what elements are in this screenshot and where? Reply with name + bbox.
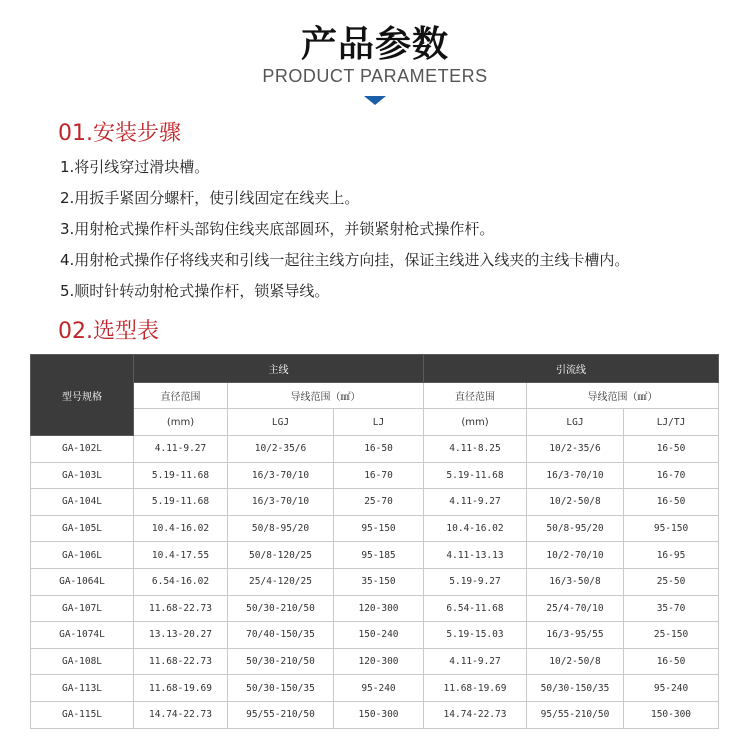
- install-step: 4.用射枪式操作仔将线夹和引线一起往主线方向挂，保证主线进入线夹的主线卡槽内。: [60, 251, 630, 269]
- main-lgj-cell: 70/40-150/35: [228, 622, 334, 649]
- lead-lgj-cell: 16/3-70/10: [527, 462, 624, 489]
- table-row: [31, 489, 719, 516]
- lead-lgj-cell: 16/3-95/55: [527, 622, 624, 649]
- table-row: [31, 436, 719, 463]
- down-arrow-icon: [364, 96, 386, 105]
- install-step: 1.将引线穿过滑块槽。: [60, 158, 210, 176]
- install-step: 3.用射枪式操作杆头部钩住线夹底部圆环，并锁紧射枪式操作杆。: [60, 220, 495, 238]
- lead-ljtj-cell: 95-240: [624, 675, 719, 702]
- lead-diameter-cell: 4.11-13.13: [424, 542, 527, 569]
- main-unit-header: (mm): [134, 409, 228, 436]
- lead-lgj-cell: 95/55-210/50: [527, 701, 624, 728]
- model-cell: GA-103L: [31, 462, 134, 489]
- lead-ljtj-cell: 150-300: [624, 701, 719, 728]
- main-diameter-cell: 11.68-19.69: [134, 675, 228, 702]
- install-step: 5.顺时针转动射枪式操作杆，锁紧导线。: [60, 282, 330, 300]
- lead-unit-header: (mm): [424, 409, 527, 436]
- lead-lgj-cell: 16/3-50/8: [527, 568, 624, 595]
- main-diameter-cell: 13.13-20.27: [134, 622, 228, 649]
- lead-lgj-cell: 50/8-95/20: [527, 515, 624, 542]
- lead-diameter-cell: 14.74-22.73: [424, 701, 527, 728]
- install-heading: 01.安装步骤: [58, 121, 181, 146]
- lead-lgj-cell: 50/30-150/35: [527, 675, 624, 702]
- main-lj-cell: 120-300: [334, 648, 424, 675]
- page-title: 产品参数: [300, 24, 449, 65]
- selection-heading: 02.选型表: [58, 319, 159, 344]
- table-row: [31, 648, 719, 675]
- model-cell: GA-105L: [31, 515, 134, 542]
- lead-diameter-cell: 4.11-9.27: [424, 489, 527, 516]
- lead-lgj-cell: 10/2-50/8: [527, 489, 624, 516]
- main-lgj-cell: 16/3-70/10: [228, 489, 334, 516]
- main-lj-cell: 95-150: [334, 515, 424, 542]
- lead-ljtj-cell: 16-70: [624, 462, 719, 489]
- lead-lgj-header: LGJ: [527, 409, 624, 436]
- model-cell: GA-108L: [31, 648, 134, 675]
- lead-line-header: 引流线: [424, 355, 719, 383]
- main-lj-cell: 16-50: [334, 436, 424, 463]
- main-lj-cell: 120-300: [334, 595, 424, 622]
- lead-ljtj-cell: 16-95: [624, 542, 719, 569]
- main-diameter-cell: 14.74-22.73: [134, 701, 228, 728]
- model-header: 型号规格: [31, 355, 134, 436]
- main-lgj-cell: 16/3-70/10: [228, 462, 334, 489]
- lead-ljtj-cell: 25-50: [624, 568, 719, 595]
- model-cell: GA-115L: [31, 701, 134, 728]
- lead-diameter-cell: 4.11-9.27: [424, 648, 527, 675]
- lead-lgj-cell: 10/2-50/8: [527, 648, 624, 675]
- lead-diameter-cell: 11.68-19.69: [424, 675, 527, 702]
- main-line-header: 主线: [134, 355, 424, 383]
- table-row: [31, 542, 719, 569]
- main-diameter-cell: 6.54-16.02: [134, 568, 228, 595]
- main-diameter-cell: 10.4-17.55: [134, 542, 228, 569]
- main-diameter-cell: 11.68-22.73: [134, 595, 228, 622]
- lead-diameter-cell: 5.19-9.27: [424, 568, 527, 595]
- main-lgj-cell: 50/8-120/25: [228, 542, 334, 569]
- selection-table: [30, 354, 719, 729]
- lead-ljtj-cell: 16-50: [624, 648, 719, 675]
- main-lgj-header: LGJ: [228, 409, 334, 436]
- main-lj-cell: 95-185: [334, 542, 424, 569]
- table-row: [31, 462, 719, 489]
- model-cell: GA-104L: [31, 489, 134, 516]
- table-row: [31, 675, 719, 702]
- main-diameter-cell: 4.11-9.27: [134, 436, 228, 463]
- table-row: [31, 622, 719, 649]
- lead-ljtj-cell: 95-150: [624, 515, 719, 542]
- main-conductor-header: 导线范围（㎟）: [228, 383, 424, 409]
- lead-ljtj-cell: 16-50: [624, 436, 719, 463]
- model-cell: GA-113L: [31, 675, 134, 702]
- main-lgj-cell: 10/2-35/6: [228, 436, 334, 463]
- main-lgj-cell: 50/30-210/50: [228, 595, 334, 622]
- main-lj-cell: 95-240: [334, 675, 424, 702]
- model-cell: GA-1074L: [31, 622, 134, 649]
- table-row: [31, 701, 719, 728]
- model-cell: GA-102L: [31, 436, 134, 463]
- main-diameter-cell: 5.19-11.68: [134, 462, 228, 489]
- main-lgj-cell: 25/4-120/25: [228, 568, 334, 595]
- lead-lgj-cell: 10/2-35/6: [527, 436, 624, 463]
- main-diameter-cell: 5.19-11.68: [134, 489, 228, 516]
- lead-diameter-cell: 5.19-11.68: [424, 462, 527, 489]
- install-step: 2.用扳手紧固分螺杆，使引线固定在线夹上。: [60, 189, 360, 207]
- model-cell: GA-106L: [31, 542, 134, 569]
- lead-ljtj-header: LJ/TJ: [624, 409, 719, 436]
- lead-diameter-cell: 10.4-16.02: [424, 515, 527, 542]
- main-lgj-cell: 95/55-210/50: [228, 701, 334, 728]
- lead-ljtj-cell: 16-50: [624, 489, 719, 516]
- main-diameter-cell: 11.68-22.73: [134, 648, 228, 675]
- main-lj-cell: 16-70: [334, 462, 424, 489]
- lead-diameter-header: 直径范围: [424, 383, 527, 409]
- model-cell: GA-107L: [31, 595, 134, 622]
- lead-conductor-header: 导线范围（㎟）: [527, 383, 719, 409]
- lead-lgj-cell: 25/4-70/10: [527, 595, 624, 622]
- main-diameter-cell: 10.4-16.02: [134, 515, 228, 542]
- lead-lgj-cell: 10/2-70/10: [527, 542, 624, 569]
- main-lj-cell: 25-70: [334, 489, 424, 516]
- main-lgj-cell: 50/30-150/35: [228, 675, 334, 702]
- main-lj-cell: 35-150: [334, 568, 424, 595]
- lead-diameter-cell: 4.11-8.25: [424, 436, 527, 463]
- lead-diameter-cell: 6.54-11.68: [424, 595, 527, 622]
- lead-diameter-cell: 5.19-15.03: [424, 622, 527, 649]
- lead-ljtj-cell: 35-70: [624, 595, 719, 622]
- main-lj-cell: 150-240: [334, 622, 424, 649]
- lead-ljtj-cell: 25-150: [624, 622, 719, 649]
- main-lgj-cell: 50/30-210/50: [228, 648, 334, 675]
- main-lj-cell: 150-300: [334, 701, 424, 728]
- table-row: [31, 568, 719, 595]
- main-lj-header: LJ: [334, 409, 424, 436]
- page-subtitle: PRODUCT PARAMETERS: [262, 66, 488, 86]
- table-row: [31, 515, 719, 542]
- main-lgj-cell: 50/8-95/20: [228, 515, 334, 542]
- table-row: [31, 595, 719, 622]
- model-cell: GA-1064L: [31, 568, 134, 595]
- main-diameter-header: 直径范围: [134, 383, 228, 409]
